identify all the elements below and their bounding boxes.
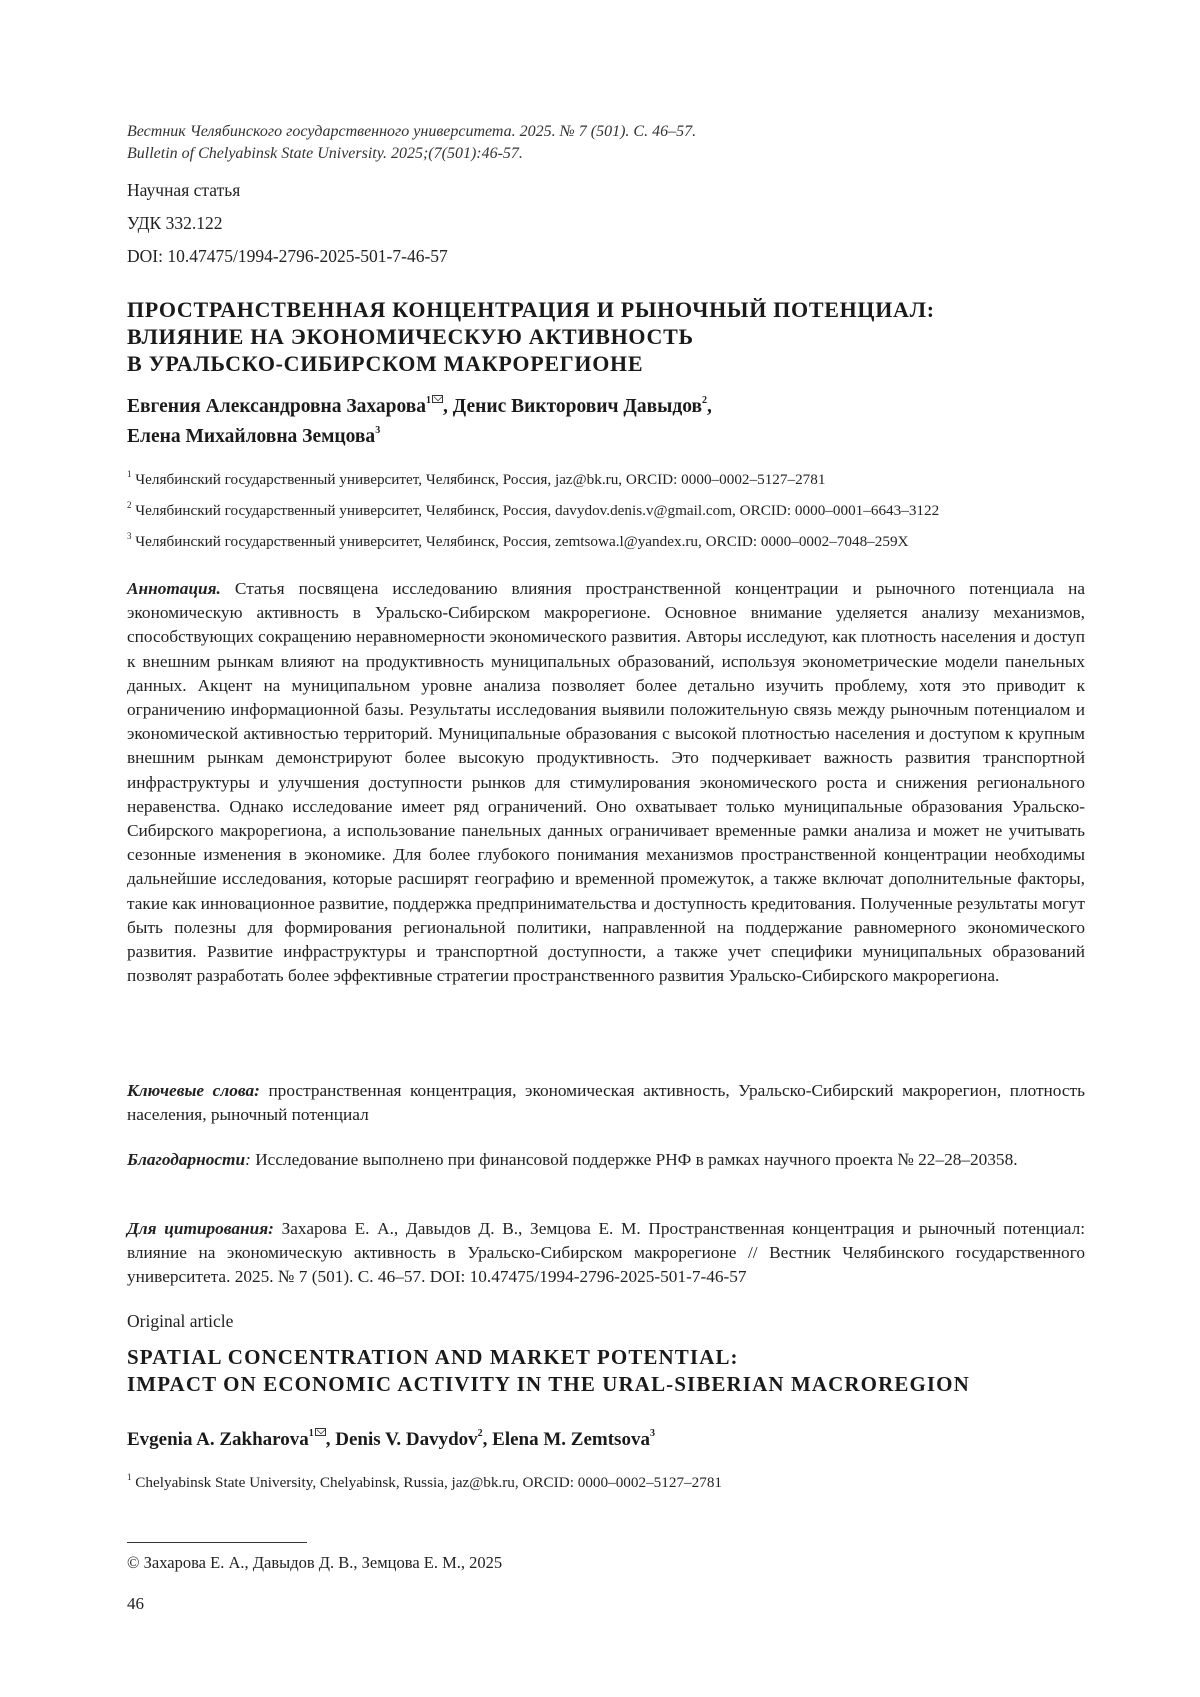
title-ru-line: В УРАЛЬСКО-СИБИРСКОМ МАКРОРЕГИОНЕ	[127, 351, 644, 376]
title-en-line: SPATIAL CONCENTRATION AND MARKET POTENTIAL:	[127, 1345, 739, 1369]
abstract-label: Аннотация.	[127, 579, 221, 598]
journal-ru: Вестник Челябинского государственного университета. 2025. № 7 (501). С. 46–57.	[127, 123, 697, 140]
authors-en	[127, 1429, 655, 1451]
affiliation-num: 2	[127, 499, 132, 510]
journal-citation-header	[127, 121, 696, 165]
author-sup: 2	[701, 394, 707, 406]
author-sup: 1	[308, 1427, 314, 1439]
mail-icon	[315, 1428, 326, 1436]
udk: УДК 332.122	[127, 213, 223, 233]
author-name: , Денис Викторович Давыдов	[443, 396, 702, 417]
mail-icon	[432, 395, 443, 403]
doi: DOI: 10.47475/1994-2796-2025-501-7-46-57	[127, 246, 448, 266]
citation	[127, 1217, 1085, 1290]
author-sup: 3	[649, 1427, 655, 1439]
author-name: Евгения Александровна Захарова	[127, 396, 427, 417]
citation-label: Для цитирования:	[127, 1219, 274, 1238]
affiliation-num: 3	[127, 530, 132, 541]
affiliation-3	[127, 530, 909, 551]
author-name: Елена Михайловна Земцова	[127, 426, 376, 447]
affiliation-text: Chelyabinsk State University, Chelyabinsk, Russia, jaz@bk.ru, ORCID: 0000–0002–5127–2781	[135, 1474, 723, 1491]
author-name: , Elena M. Zemtsova	[482, 1429, 650, 1450]
title-ru-line: ПРОСТРАНСТВЕННАЯ КОНЦЕНТРАЦИЯ И РЫНОЧНЫЙ ПОТЕНЦИАЛ:	[127, 297, 935, 322]
title-en	[127, 1344, 970, 1398]
keywords-label: Ключевые слова:	[127, 1081, 260, 1100]
keywords	[127, 1079, 1085, 1127]
acknowledgments	[127, 1148, 1085, 1172]
author-sup: 2	[477, 1427, 483, 1439]
keywords-text: пространственная концентрация, экономическая активность, Уральско-Сибирский макрорегион, плотность населения, рыночный потенциал	[127, 1081, 1085, 1125]
abstract	[127, 577, 1085, 988]
affiliation-1	[127, 468, 826, 489]
author-sup: 3	[375, 424, 381, 436]
title-ru	[127, 296, 935, 377]
acknowledgments-colon: :	[245, 1150, 251, 1169]
page-number: 46	[127, 1594, 144, 1613]
affiliation-text: Челябинский государственный университет, Челябинск, Россия, zemtsowa.l@yandex.ru, ORCID: 0000–0002–7048–259X	[135, 533, 909, 550]
title-ru-line: ВЛИЯНИЕ НА ЭКОНОМИЧЕСКУЮ АКТИВНОСТЬ	[127, 324, 694, 349]
title-en-line: IMPACT ON ECONOMIC ACTIVITY IN THE URAL-SIBERIAN MACROREGION	[127, 1372, 970, 1396]
footnote-divider	[127, 1542, 307, 1543]
author-sup: 1	[426, 394, 432, 406]
affiliation-2	[127, 499, 940, 520]
authors-ru	[127, 392, 712, 452]
journal-en: Bulletin of Chelyabinsk State University. 2025;(7(501):46-57.	[127, 145, 523, 162]
author-name: Evgenia A. Zakharova	[127, 1429, 309, 1450]
author-separator: ,	[706, 396, 712, 417]
author-name: , Denis V. Davydov	[325, 1429, 478, 1450]
abstract-text: Статья посвящена исследованию влияния пространственной концентрации и рыночного потенциала на экономическую активность в Уральско-Сибирском макрорегионе. Основное внимание уделяется анализу механизмов, способствующих сокращению неравномерности экономического развития. Авторы исследуют, как плотность населения и доступ к внешним рынкам влияют на продуктивность муниципальных образований, используя эконометрические модели панельных данных. Акцент на муниципальном уровне анализа позволяет более детально изучить проблему, хотя это приводит к ограничению информационной базы. Результаты исследования выявили положительную связь между рыночным потенциалом и экономической активностью территорий. Муниципальные образования с высокой плотностью населения и доступом к крупным внешним рынкам демонстрируют более высокую продуктивность. Это подчеркивает важность развития транспортной инфраструктуры и улучшения доступности рынков для стимулирования экономического роста и снижения регионального неравенства. Однако исследование имеет ряд ограничений. Оно охватывает только муниципальные образования Уральско-Сибирского макрорегиона, а использование панельных данных ограничивает временные рамки анализа и может не учитывать сезонные изменения в экономике. Для более глубокого понимания механизмов пространственной концентрации необходимы дальнейшие исследования, которые расширят географию и временной промежуток, а также включат дополнительные факторы, такие как инновационное развитие, поддержка предпринимательства и доступность кредитования. Полученные результаты могут быть полезны для формирования региональной политики, направленной на поддержание равномерного экономического развития. Развитие инфраструктуры и транспортной доступности, а также учет специфики муниципальных образований позволят разработать более эффективные стратегии пространственного развития Уральско-Сибирского макрорегиона.	[127, 579, 1085, 986]
article-type-ru: Научная статья	[127, 180, 241, 200]
affiliation-num: 1	[127, 1471, 132, 1482]
copyright: © Захарова Е. А., Давыдов Д. В., Земцова Е. М., 2025	[127, 1553, 503, 1572]
affiliation-text: Челябинский государственный университет, Челябинск, Россия, davydov.denis.v@gmail.com, ORCID: 0000–0001–6643–3122	[135, 502, 940, 519]
affiliation-num: 1	[127, 468, 132, 479]
citation-text: Захарова Е. А., Давыдов Д. В., Земцова Е. М. Пространственная концентрация и рыночный потенциал: влияние на экономическую активность в Уральско-Сибирском макрорегионе // Вестник Челябинского государственного университета. 2025. № 7 (501). С. 46–57. DOI: 10.47475/1994-2796-2025-501-7-46-57	[127, 1219, 1086, 1287]
affiliation-en	[127, 1471, 723, 1492]
article-type-en: Original article	[127, 1311, 234, 1331]
affiliation-text: Челябинский государственный университет, Челябинск, Россия, jaz@bk.ru, ORCID: 0000–0002–5127–2781	[135, 471, 826, 488]
acknowledgments-text: Исследование выполнено при финансовой поддержке РНФ в рамках научного проекта № 22–28–20358.	[255, 1150, 1018, 1169]
acknowledgments-label: Благодарности	[127, 1150, 246, 1169]
